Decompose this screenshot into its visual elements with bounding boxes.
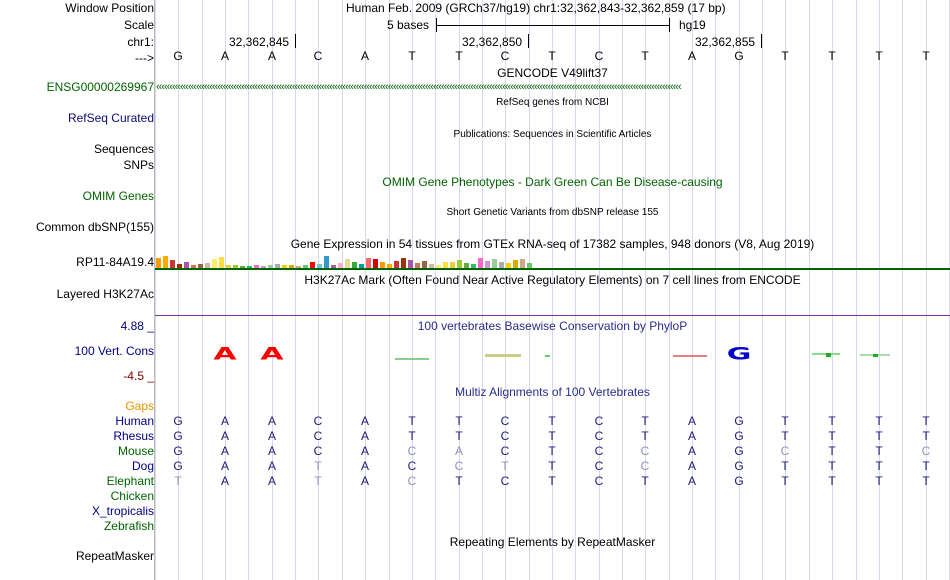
gtex-tissue-bar[interactable] xyxy=(457,260,462,268)
track-label-gtex[interactable]: RP11-84A19.4 xyxy=(76,255,154,269)
aligned-base: T xyxy=(922,459,930,473)
gtex-tissue-bar[interactable] xyxy=(170,260,175,268)
gtex-track-baseline xyxy=(155,268,950,270)
gtex-tissue-bar[interactable] xyxy=(520,259,525,268)
aligned-base: A xyxy=(220,474,229,488)
scale-bar xyxy=(436,25,670,26)
reference-base: A xyxy=(360,49,369,63)
aligned-base: G xyxy=(734,429,744,443)
aligned-base: A xyxy=(267,429,276,443)
phylop-small-mark xyxy=(545,355,550,357)
phylop-logo-letter: G xyxy=(726,344,752,365)
aligned-base: T xyxy=(875,444,883,458)
aligned-base: T xyxy=(548,414,556,428)
species-label[interactable]: Elephant xyxy=(106,474,154,488)
label-gutter-divider xyxy=(154,0,155,580)
track-label-cons[interactable]: 100 Vert. Cons xyxy=(74,344,154,358)
gtex-tissue-bar[interactable] xyxy=(219,257,224,268)
aligned-base: A xyxy=(220,414,229,428)
reference-base: T xyxy=(548,49,556,63)
track-title-omim: OMIM Gene Phenotypes - Dark Green Can Be Disease-causing xyxy=(382,175,723,189)
aligned-base: T xyxy=(875,474,883,488)
aligned-base: A xyxy=(687,459,696,473)
aligned-base: T xyxy=(828,459,836,473)
assembly-label: hg19 xyxy=(679,18,706,32)
reference-base: T xyxy=(828,49,836,63)
track-title-phylop: 100 vertebrates Basewise Conservation by PhyloP xyxy=(417,319,688,333)
reference-base: C xyxy=(594,49,604,63)
aligned-base: A xyxy=(267,459,276,473)
aligned-base: T xyxy=(828,444,836,458)
phylop-small-mark xyxy=(485,354,521,357)
reference-base: T xyxy=(875,49,883,63)
h3k27ac-signal-line[interactable] xyxy=(155,315,950,316)
coord-label-3: 32,362,855 xyxy=(695,35,756,49)
aligned-base: T xyxy=(641,414,649,428)
aligned-base: A xyxy=(220,444,229,458)
track-title-h3k27ac: H3K27Ac Mark (Often Found Near Active Regulatory Elements) on 7 cell lines from ENCODE xyxy=(304,273,801,287)
aligned-base: C xyxy=(921,444,931,458)
phylop-small-mark xyxy=(873,354,878,357)
aligned-base: T xyxy=(548,429,556,443)
track-label-h3k27ac[interactable]: Layered H3K27Ac xyxy=(56,287,154,301)
track-label-sequences[interactable]: Sequences xyxy=(93,142,154,156)
aligned-base: C xyxy=(640,444,650,458)
gtex-tissue-bar[interactable] xyxy=(345,259,350,268)
aligned-base: T xyxy=(922,429,930,443)
track-label-repeatmasker[interactable]: RepeatMasker xyxy=(75,549,154,563)
aligned-base: A xyxy=(687,444,696,458)
aligned-base: T xyxy=(501,459,509,473)
species-label[interactable]: Mouse xyxy=(117,444,154,458)
aligned-base: C xyxy=(594,459,604,473)
aligned-base: C xyxy=(407,459,417,473)
track-label-omim[interactable]: OMIM Genes xyxy=(82,189,154,203)
gtex-tissue-bar[interactable] xyxy=(212,259,217,268)
aligned-base: A xyxy=(267,444,276,458)
aligned-base: A xyxy=(360,474,369,488)
gtex-tissue-bar[interactable] xyxy=(366,258,371,268)
aligned-base: A xyxy=(360,414,369,428)
gtex-tissue-bar[interactable] xyxy=(492,259,497,268)
species-label[interactable]: Rhesus xyxy=(113,429,154,443)
aligned-base: A xyxy=(360,459,369,473)
aligned-base: T xyxy=(828,474,836,488)
aligned-base: T xyxy=(408,429,416,443)
aligned-base: C xyxy=(313,429,323,443)
species-label[interactable]: Human xyxy=(115,414,154,428)
aligned-base: T xyxy=(781,414,789,428)
reference-base: T xyxy=(922,49,930,63)
gtex-tissue-bar[interactable] xyxy=(394,261,399,268)
reference-base: T xyxy=(641,49,649,63)
aligned-base: C xyxy=(500,429,510,443)
reference-base: C xyxy=(313,49,323,63)
aligned-base: C xyxy=(500,414,510,428)
aligned-base: G xyxy=(734,444,744,458)
aligned-base: T xyxy=(875,414,883,428)
scale-bar-right-cap xyxy=(669,18,670,32)
aligned-base: A xyxy=(220,429,229,443)
aligned-base: T xyxy=(548,459,556,473)
gencode-gene-feature[interactable]: ‹‹‹‹‹‹‹‹‹‹‹‹‹‹‹‹‹‹‹‹‹‹‹‹‹‹‹‹‹‹‹‹‹‹‹‹‹‹‹‹‹‹‹‹‹‹‹‹‹‹‹‹‹‹‹‹‹‹‹‹‹‹‹‹‹‹‹‹‹‹‹‹‹‹‹‹‹‹‹‹‹‹‹‹‹‹‹‹‹‹‹‹‹‹‹‹‹‹‹‹‹‹‹‹‹‹‹‹‹‹‹‹‹‹‹‹‹‹‹‹‹‹‹‹‹‹‹‹‹‹‹‹‹‹‹‹‹‹‹‹‹‹‹‹‹‹‹‹‹‹‹‹‹‹‹‹‹‹‹‹‹‹‹‹‹‹‹‹‹‹‹‹‹‹‹‹‹‹‹‹‹‹‹‹‹‹‹‹‹‹‹‹‹‹‹‹‹ xyxy=(156,81,681,93)
aligned-base: T xyxy=(174,474,182,488)
aligned-base: C xyxy=(313,444,323,458)
aligned-base: T xyxy=(781,429,789,443)
track-label-dbsnp[interactable]: Common dbSNP(155) xyxy=(35,220,154,234)
aligned-base: C xyxy=(454,459,464,473)
aligned-base: C xyxy=(500,444,510,458)
aligned-base: T xyxy=(922,414,930,428)
phylop-small-mark xyxy=(673,355,707,357)
aligned-base: T xyxy=(828,414,836,428)
aligned-base: A xyxy=(687,474,696,488)
track-label-gaps[interactable]: Gaps xyxy=(125,399,154,413)
aligned-base: T xyxy=(875,429,883,443)
coord-tick-3 xyxy=(761,34,762,48)
aligned-base: T xyxy=(455,474,463,488)
cons-axis-bottom: -4.5 _ xyxy=(123,369,154,383)
aligned-base: T xyxy=(314,459,322,473)
reference-base: G xyxy=(173,49,183,63)
aligned-base: T xyxy=(875,459,883,473)
aligned-base: T xyxy=(548,474,556,488)
species-label[interactable]: Chicken xyxy=(110,489,154,503)
gtex-tissue-bar[interactable] xyxy=(422,261,427,268)
aligned-base: T xyxy=(408,414,416,428)
phylop-logo-letter: A xyxy=(260,344,284,365)
aligned-base: A xyxy=(687,414,696,428)
aligned-base: T xyxy=(314,474,322,488)
reference-base: C xyxy=(500,49,510,63)
track-title-dbsnp: Short Genetic Variants from dbSNP release 155 xyxy=(446,207,659,218)
reference-base: T xyxy=(781,49,789,63)
aligned-base: T xyxy=(455,414,463,428)
aligned-base: T xyxy=(781,474,789,488)
aligned-base: A xyxy=(360,429,369,443)
gtex-tissue-bar[interactable] xyxy=(478,258,483,268)
aligned-base: A xyxy=(267,474,276,488)
aligned-base: C xyxy=(640,459,650,473)
gtex-tissue-bar[interactable] xyxy=(513,260,518,268)
aligned-base: G xyxy=(734,414,744,428)
reference-base: G xyxy=(734,49,744,63)
aligned-base: T xyxy=(455,429,463,443)
phylop-small-mark xyxy=(826,353,831,357)
scale-bar-left-cap xyxy=(436,18,437,32)
coord-tick-1 xyxy=(295,34,296,48)
aligned-base: A xyxy=(220,459,229,473)
aligned-base: T xyxy=(781,459,789,473)
scale-bar-label: 5 bases xyxy=(387,18,430,32)
label-strand-arrow: ---> xyxy=(135,51,154,65)
aligned-base: T xyxy=(548,444,556,458)
track-title-refseq: RefSeq genes from NCBI xyxy=(496,97,609,108)
species-label[interactable]: X_tropicalis xyxy=(91,504,154,518)
track-label-gencode[interactable]: ENSG00000269967 xyxy=(46,80,154,94)
aligned-base: A xyxy=(360,444,369,458)
track-title-repeatmasker: Repeating Elements by RepeatMasker xyxy=(449,535,656,549)
track-title-multiz: Multiz Alignments of 100 Vertebrates xyxy=(455,385,650,399)
cons-axis-top: 4.88 _ xyxy=(120,319,154,333)
aligned-base: C xyxy=(313,414,323,428)
aligned-base: C xyxy=(594,474,604,488)
aligned-base: T xyxy=(922,474,930,488)
species-label[interactable]: Zebrafish xyxy=(103,519,154,533)
label-scale: Scale xyxy=(123,18,154,32)
phylop-logo-letter: A xyxy=(213,344,237,365)
gtex-tissue-bar[interactable] xyxy=(485,261,490,268)
label-chr: chr1: xyxy=(127,35,154,49)
reference-base: T xyxy=(408,49,416,63)
coord-tick-2 xyxy=(528,34,529,48)
coord-label-2: 32,362,850 xyxy=(462,35,523,49)
aligned-base: A xyxy=(454,444,463,458)
position-header: Human Feb. 2009 (GRCh37/hg19) chr1:32,362,843-32,362,859 (17 bp) xyxy=(346,1,726,15)
aligned-base: C xyxy=(594,414,604,428)
aligned-base: T xyxy=(641,474,649,488)
aligned-base: A xyxy=(267,414,276,428)
track-title-publications: Publications: Sequences in Scientific Articles xyxy=(453,129,652,140)
aligned-base: G xyxy=(173,414,183,428)
track-label-refseq[interactable]: RefSeq Curated xyxy=(67,111,154,125)
aligned-base: T xyxy=(828,429,836,443)
aligned-base: C xyxy=(500,474,510,488)
species-label[interactable]: Dog xyxy=(131,459,154,473)
gtex-tissue-bar[interactable] xyxy=(156,258,161,268)
gtex-tissue-bar[interactable] xyxy=(373,259,378,268)
reference-base: A xyxy=(687,49,696,63)
reference-base: A xyxy=(267,49,276,63)
aligned-base: G xyxy=(734,459,744,473)
aligned-base: C xyxy=(407,444,417,458)
coord-label-1: 32,362,845 xyxy=(229,35,290,49)
aligned-base: G xyxy=(173,429,183,443)
aligned-base: C xyxy=(780,444,790,458)
gtex-expression-bars[interactable] xyxy=(156,252,536,268)
aligned-base: G xyxy=(173,459,183,473)
track-title-gtex: Gene Expression in 54 tissues from GTEx RNA-seq of 17382 samples, 948 donors (V8, Aug 2019) xyxy=(290,237,815,251)
reference-base: T xyxy=(455,49,463,63)
gtex-tissue-bar[interactable] xyxy=(408,260,413,268)
reference-base: A xyxy=(220,49,229,63)
track-title-gencode: GENCODE V49lift37 xyxy=(497,66,608,80)
aligned-base: C xyxy=(407,474,417,488)
gtex-tissue-bar[interactable] xyxy=(324,256,329,268)
aligned-base: A xyxy=(687,429,696,443)
aligned-base: T xyxy=(641,429,649,443)
gtex-tissue-bar[interactable] xyxy=(163,256,168,268)
aligned-base: C xyxy=(594,444,604,458)
aligned-base: G xyxy=(734,474,744,488)
label-window-position: Window Position xyxy=(65,1,154,15)
track-label-snps[interactable]: SNPs xyxy=(123,158,154,172)
aligned-base: C xyxy=(594,429,604,443)
gtex-tissue-bar[interactable] xyxy=(401,258,406,268)
phylop-small-mark xyxy=(395,358,429,360)
aligned-base: G xyxy=(173,444,183,458)
